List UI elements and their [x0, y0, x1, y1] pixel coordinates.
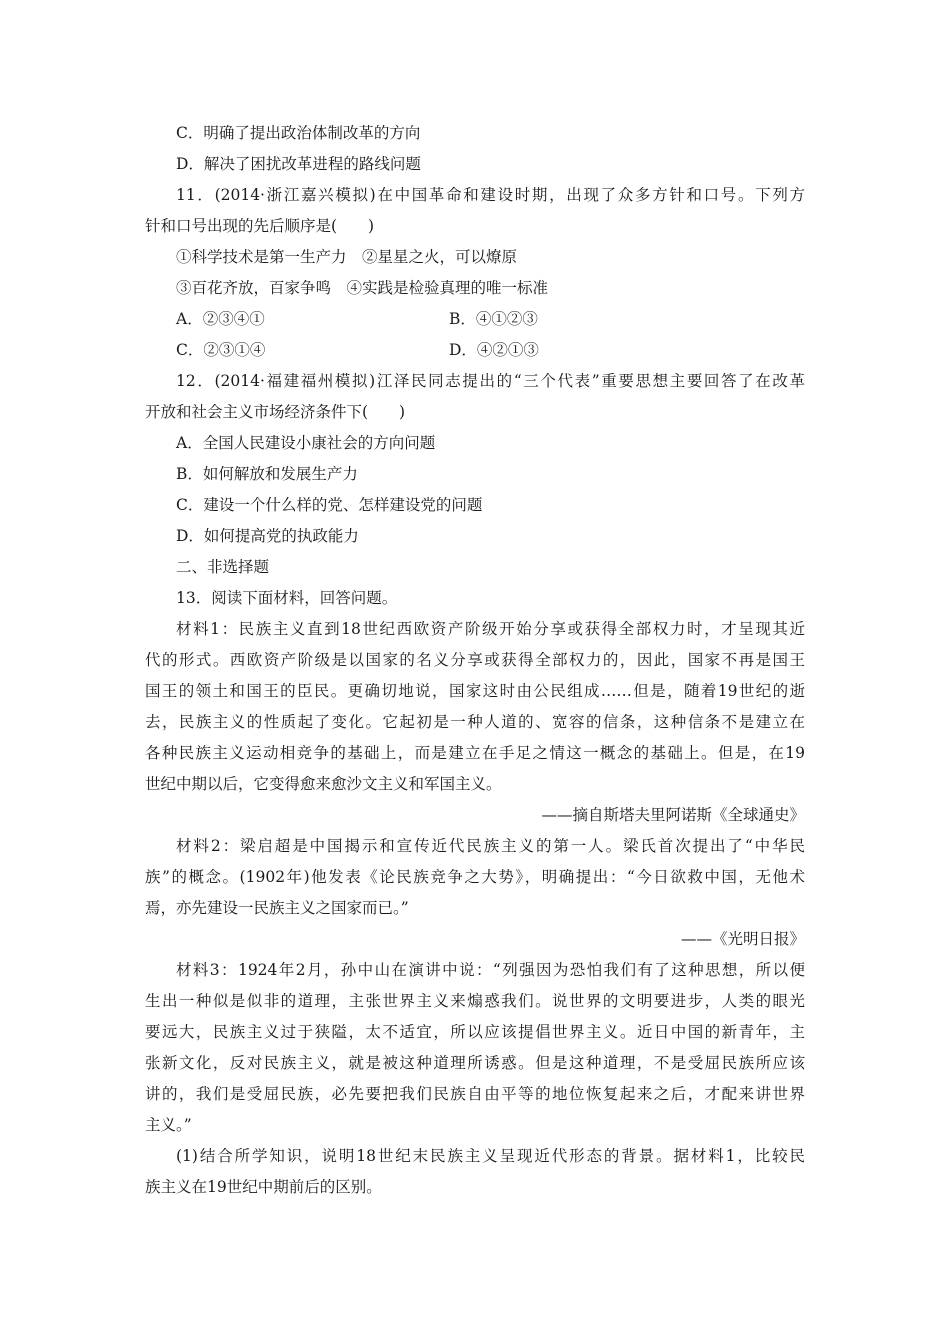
material1-line: 代的形式。西欧资产阶级是以国家的名义分享或获得全部权力的，因此，国家不再是国王 — [145, 651, 805, 669]
material2-line: 焉，亦先建设一民族主义之国家而已。” — [145, 899, 409, 917]
material1-line: 各种民族主义运动相竞争的基础上，而是建立在手足之情这一概念的基础上。但是，在19 — [145, 744, 805, 762]
q12-stem-line-1: 12．(2014·福建福州模拟)江泽民同志提出的“三个代表”重要思想主要回答了在改革 — [176, 372, 805, 390]
q11-stem-line-1: 11．(2014·浙江嘉兴模拟)在中国革命和建设时期，出现了众多方针和口号。下列方 — [176, 186, 805, 204]
q11-option-a: A．②③④① — [176, 310, 265, 328]
material3-line: 主义。” — [145, 1116, 192, 1134]
q10-option-d: D．解决了困扰改革进程的路线问题 — [176, 155, 421, 173]
material1-line: 材料1：民族主义直到18世纪西欧资产阶级开始分享或获得全部权力时，才呈现其近 — [176, 620, 805, 638]
material3-line: 生出一种似是似非的道理，主张世界主义来煽惑我们。说世界的文明要进步，人类的眼光 — [145, 992, 805, 1010]
section-heading: 二、非选择题 — [176, 558, 270, 576]
material3-line: 材料3：1924年2月，孙中山在演讲中说：“列强因为恐怕我们有了这种思想，所以便 — [176, 961, 805, 979]
material2-line: 材料2：梁启超是中国揭示和宣传近代民族主义的第一人。梁氏首次提出了“中华民 — [176, 837, 805, 855]
q11-items-line-1: ①科学技术是第一生产力 ②星星之火，可以燎原 — [176, 248, 518, 266]
material3-line: 讲的，我们是受屈民族，必先要把我们民族自由平等的地位恢复起来之后，才配来讲世界 — [145, 1085, 805, 1103]
q11-items-line-2: ③百花齐放，百家争鸣 ④实践是检验真理的唯一标准 — [176, 279, 549, 297]
q12-option-a: A．全国人民建设小康社会的方向问题 — [176, 434, 436, 452]
q11-option-c: C．②③①④ — [176, 341, 266, 359]
q13-subquestion-1-line: (1)结合所学知识，说明18世纪末民族主义呈现近代形态的背景。据材料1，比较民 — [176, 1147, 805, 1165]
q11-option-d: D．④②①③ — [449, 341, 539, 359]
q12-stem-line-2: 开放和社会主义市场经济条件下( ) — [145, 403, 406, 421]
material1-line: 世纪中期以后，它变得愈来愈沙文主义和军国主义。 — [145, 775, 502, 793]
material2-source: ——《光明日报》 — [680, 930, 805, 948]
q11-option-b: B．④①②③ — [449, 310, 538, 328]
q12-option-d: D．如何提高党的执政能力 — [176, 527, 359, 545]
material3-line: 要远大，民族主义过于狭隘，太不适宜，所以应该提倡世界主义。近日中国的新青年，主 — [145, 1023, 805, 1041]
material2-line: 族”的概念。(1902年)他发表《论民族竞争之大势》，明确提出：“今日欲救中国，无他术 — [145, 868, 805, 886]
q13-stem: 13．阅读下面材料，回答问题。 — [176, 589, 398, 607]
q12-option-b: B．如何解放和发展生产力 — [176, 465, 358, 483]
q12-option-c: C．建设一个什么样的党、怎样建设党的问题 — [176, 496, 483, 514]
material3-line: 张新文化，反对民族主义，就是被这种道理所诱惑。但是这种道理，不是受屈民族所应该 — [145, 1054, 805, 1072]
material1-line: 去，民族主义的性质起了变化。它起初是一种人道的、宽容的信条，这种信条不是建立在 — [145, 713, 805, 731]
q13-subquestion-1-line: 族主义在19世纪中期前后的区别。 — [145, 1178, 382, 1196]
q11-stem-line-2: 针和口号出现的先后顺序是( ) — [145, 217, 375, 235]
q10-option-c: C．明确了提出政治体制改革的方向 — [176, 124, 421, 142]
material1-line: 国王的领土和国王的臣民。更确切地说，国家这时由公民组成……但是，随着19世纪的逝 — [145, 682, 805, 700]
material1-source: ——摘自斯塔夫里阿诺斯《全球通史》 — [541, 806, 805, 824]
